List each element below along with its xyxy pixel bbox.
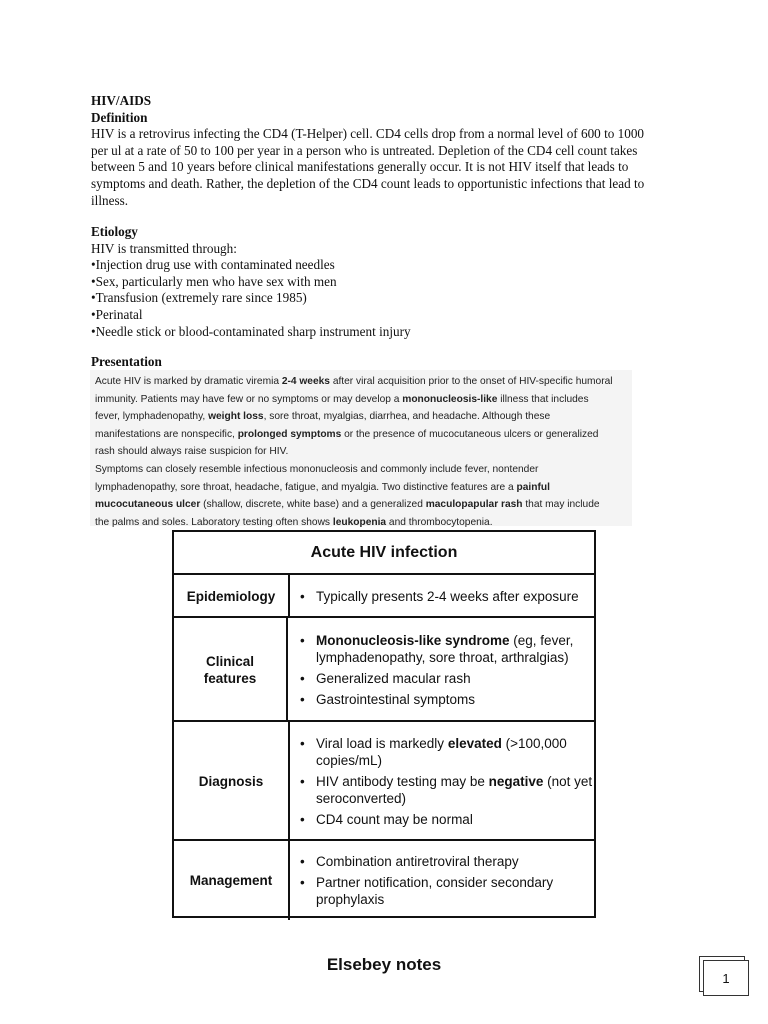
footer-title: Elsebey notes <box>326 955 442 974</box>
text-run: (>100,000 copies/mL) <box>316 736 567 768</box>
table-bullet <box>300 588 594 605</box>
text-run: HIV antibody testing may be <box>316 774 489 789</box>
text-run: Combination antiretroviral therapy <box>316 854 519 869</box>
text-run: the palms and soles. Laboratory testing often shows <box>95 516 333 528</box>
text-run: manifestations are nonspecific, <box>95 428 238 440</box>
text-run: or the presence of mucocutaneous ulcers or generalized <box>341 428 599 440</box>
etiology-intro: HIV is transmitted through: <box>91 240 237 256</box>
list-item: • Injection drug use with contaminated needles <box>91 257 681 274</box>
bold-text: 2-4 weeks <box>281 376 330 387</box>
excerpt-line <box>90 443 632 461</box>
presentation-excerpt <box>90 370 632 526</box>
text-run: immunity. Patients may have few or no symptoms or may develop a <box>95 393 403 405</box>
text-run: Typically presents 2-4 weeks after exposure <box>316 589 579 604</box>
row-content <box>290 618 594 722</box>
table-bullet <box>300 773 594 807</box>
table-bullet <box>300 735 594 769</box>
text-run: lymphadenopathy, sore throat, headache, fatigue, and myalgia. Two distinctive features are a <box>95 481 517 493</box>
page-number: 1 <box>722 970 730 986</box>
text-run: , sore throat, myalgias, diarrhea, and headache. Although these <box>263 411 551 423</box>
definition-line: symptoms and death. Rather, the depletion of the CD4 count leads to opportunistic infections that lead to <box>91 175 645 191</box>
bold-text: negative <box>488 774 544 789</box>
table-title: Acute HIV infection <box>310 543 458 561</box>
bold-text: leukopenia <box>332 516 387 528</box>
etiology-section <box>91 224 681 340</box>
definition-line: per ul at a rate of 50 to 100 per year in a person who is untreated. Depletion of the CD4 cell count takes <box>91 142 638 158</box>
table-row <box>174 573 594 618</box>
bold-text: elevated <box>447 736 502 751</box>
table-bullet <box>300 632 594 666</box>
list-item: • Transfusion (extremely rare since 1985) <box>91 290 681 307</box>
text-run: that may include <box>522 499 600 511</box>
definition-section <box>91 93 681 209</box>
text-run: Acute HIV is marked by dramatic viremia <box>95 376 282 387</box>
text-run: after viral acquisition prior to the onset of HIV-specific humoral <box>329 376 613 387</box>
row-label: Epidemiology <box>174 575 290 618</box>
text-run: Viral load is markedly <box>316 736 448 751</box>
table-bullet <box>300 811 594 828</box>
list-item: • Sex, particularly men who have sex with men <box>91 274 681 291</box>
text-run: rash should always raise suspicion for HIV. <box>95 446 289 458</box>
acute-hiv-table <box>172 530 596 918</box>
bold-text: mucocutaneous ulcer <box>95 499 201 511</box>
excerpt-line <box>90 426 632 444</box>
text-run: Generalized macular rash <box>316 671 471 686</box>
excerpt-line <box>90 514 632 532</box>
text-run: illness that includes <box>497 393 589 405</box>
bold-text: maculopapular rash <box>425 499 523 511</box>
table-bullet <box>300 874 594 908</box>
definition-line: illness. <box>91 192 128 208</box>
excerpt-line <box>90 461 632 479</box>
row-content <box>290 575 594 618</box>
excerpt-line <box>90 391 632 409</box>
text-run: and thrombocytopenia. <box>386 516 493 528</box>
table-row <box>174 839 594 920</box>
table-row <box>174 720 594 841</box>
bold-text: weight loss <box>208 411 264 423</box>
text-run: (not yet seroconverted) <box>316 774 593 806</box>
text-run: Partner notification, consider secondary prophylaxis <box>316 875 554 907</box>
text-run: (eg, fever, lymphadenopathy, sore throat, arthralgias) <box>316 633 574 665</box>
table-row <box>174 616 594 722</box>
table-bullet <box>300 691 594 708</box>
row-content <box>290 722 594 841</box>
definition-heading: Definition <box>91 109 148 125</box>
text-run: fever, lymphadenopathy, <box>95 411 209 423</box>
row-label: Clinical features <box>174 618 288 722</box>
bold-text: prolonged symptoms <box>237 428 342 440</box>
table-bullet <box>300 853 594 870</box>
excerpt-line <box>90 408 632 426</box>
definition-line: between 5 and 10 years before clinical manifestations generally occur. It is not HIV itself that leads to <box>91 159 629 175</box>
etiology-list <box>91 257 681 340</box>
bold-text: painful <box>516 481 550 493</box>
excerpt-line <box>90 479 632 497</box>
document-title: HIV/AIDS <box>91 93 152 108</box>
list-item: • Perinatal <box>91 307 681 324</box>
text-run: (shallow, discrete, white base) and a generalized <box>200 499 426 511</box>
presentation-heading: Presentation <box>91 354 162 369</box>
bold-text: Mononucleosis-like syndrome <box>316 633 510 648</box>
page-number-box <box>699 956 747 994</box>
text-run: Symptoms can closely resemble infectious mononucleosis and commonly include fever, nontender <box>95 463 539 475</box>
etiology-heading: Etiology <box>91 224 138 239</box>
excerpt-line <box>90 370 632 391</box>
excerpt-line <box>90 496 632 514</box>
text-run: Gastrointestinal symptoms <box>316 692 476 707</box>
row-label: Management <box>174 841 290 920</box>
table-bullet <box>300 670 594 687</box>
text-run: CD4 count may be normal <box>316 812 473 827</box>
row-label: Diagnosis <box>174 722 290 841</box>
bold-text: mononucleosis-like <box>402 393 498 405</box>
definition-line: HIV is a retrovirus infecting the CD4 (T-Helper) cell. CD4 cells drop from a normal level of 600 to 1000 <box>91 126 645 142</box>
row-content <box>290 841 594 920</box>
list-item: • Needle stick or blood-contaminated sharp instrument injury <box>91 324 681 341</box>
